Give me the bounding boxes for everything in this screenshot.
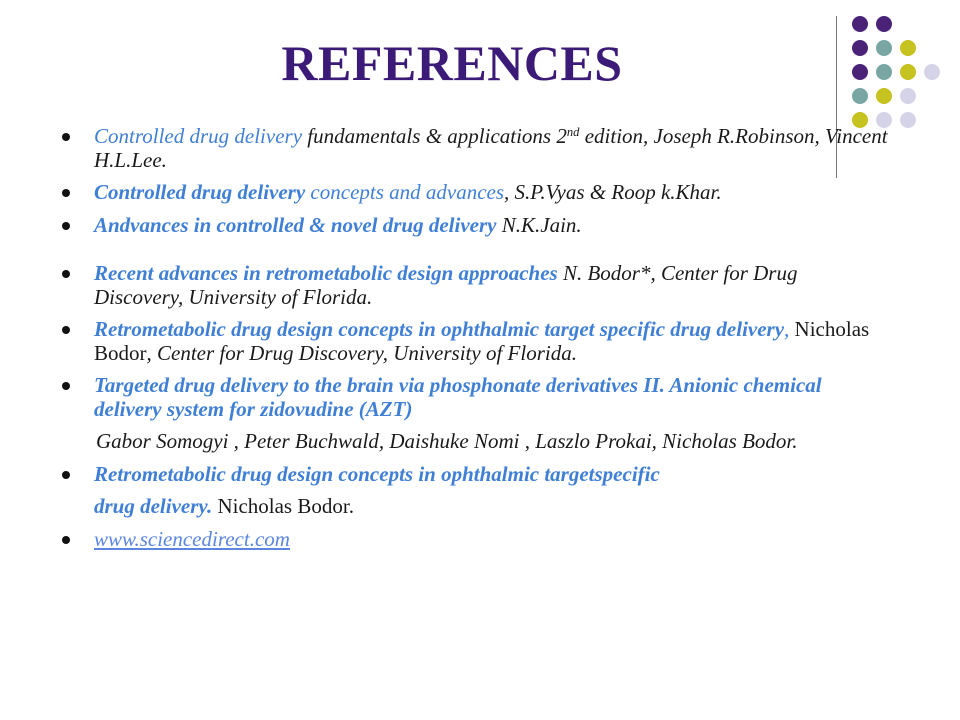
reference-text: , Center for Drug Discovery, University of Florida. xyxy=(146,340,577,365)
reference-text: fundamentals & applications 2 xyxy=(302,124,567,148)
dot-icon xyxy=(924,64,940,80)
bullet-icon xyxy=(62,270,70,278)
reference-author: Nicholas Bodor xyxy=(94,317,870,365)
reference-continuation xyxy=(60,495,888,519)
slide-title: REFERENCES xyxy=(281,35,623,91)
dot-icon xyxy=(900,88,916,104)
bullet-icon xyxy=(62,189,70,197)
bullet-icon xyxy=(62,382,70,390)
reference-text: N.K.Jain. xyxy=(496,212,582,237)
dot-icon xyxy=(900,64,916,80)
reference-item xyxy=(60,374,888,421)
dot-icon xyxy=(900,112,916,128)
reference-text: edition, Joseph R.Robinson, Vincent H.L.Lee. xyxy=(94,124,888,172)
reference-item xyxy=(60,214,888,238)
dot-icon xyxy=(876,88,892,104)
reference-title: Recent advances in retrometabolic design approaches xyxy=(94,261,558,285)
dot-icon xyxy=(876,40,892,56)
reference-item xyxy=(60,463,888,487)
reference-title: Retrometabolic drug design concepts in ophthalmic targetspecific xyxy=(94,461,660,486)
reference-text: , S.P.Vyas & Roop k.Khar. xyxy=(504,180,722,204)
dot-icon xyxy=(852,40,868,56)
reference-text: , xyxy=(784,317,790,341)
reference-title: Controlled drug delivery xyxy=(94,124,303,148)
bullet-icon xyxy=(62,326,70,334)
dot-icon xyxy=(900,40,916,56)
reference-item xyxy=(60,262,888,309)
reference-title: Controlled drug delivery xyxy=(94,180,306,204)
reference-title: Targeted drug delivery to the brain via phosphonate derivatives II. Anionic chemical delivery system for zidovudine (AZT) xyxy=(94,373,822,421)
reference-title: Andvances in controlled & novel drug delivery xyxy=(94,212,497,237)
bullet-icon xyxy=(62,222,70,230)
reference-item xyxy=(60,125,888,172)
reference-continuation xyxy=(60,430,888,454)
reference-item xyxy=(60,181,888,205)
reference-item xyxy=(60,528,888,552)
dot-icon xyxy=(852,16,868,32)
dot-icon xyxy=(876,64,892,80)
reference-superscript: nd xyxy=(566,125,580,140)
reference-text: concepts and advances xyxy=(305,180,505,204)
dot-icon xyxy=(876,16,892,32)
bullet-icon xyxy=(62,133,70,141)
reference-item xyxy=(60,318,888,365)
dot-icon xyxy=(852,88,868,104)
references-list xyxy=(60,125,888,560)
bullet-icon xyxy=(62,471,70,479)
bullet-icon xyxy=(62,536,70,544)
reference-text: N. Bodor*, Center for Drug Discovery, University of Florida. xyxy=(94,261,798,309)
reference-author: Nicholas Bodor. xyxy=(212,494,354,518)
reference-title: Retrometabolic drug design concepts in ophthalmic target specific drug delivery xyxy=(94,317,785,341)
dot-icon xyxy=(852,64,868,80)
reference-authors: Gabor Somogyi , Peter Buchwald, Daishuke Nomi , Laszlo Prokai, Nicholas Bodor. xyxy=(96,429,798,453)
reference-title: drug delivery. xyxy=(94,494,213,518)
reference-link[interactable]: www.sciencedirect.com xyxy=(94,526,290,551)
